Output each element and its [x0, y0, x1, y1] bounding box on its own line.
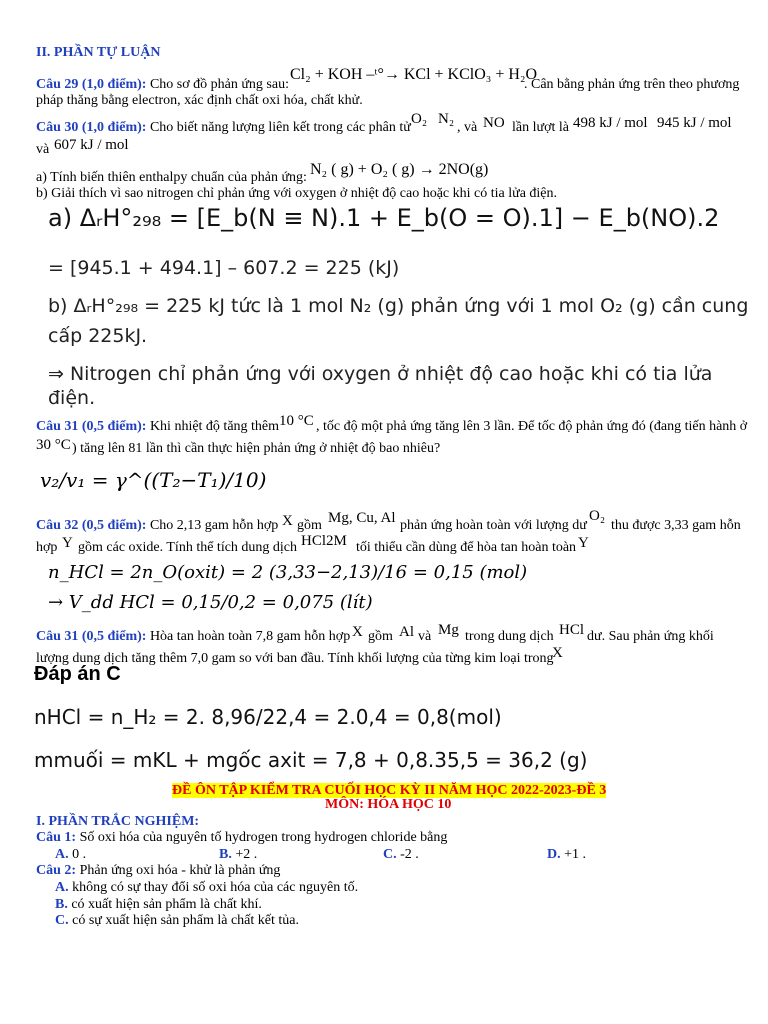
conjunction: và: [36, 142, 50, 157]
temperature-value: 10 °C: [279, 413, 314, 429]
energy-value: 498 kJ / mol: [573, 115, 648, 131]
question-32: [36, 518, 278, 534]
question-text: dư. Sau phản ứng khối: [587, 629, 714, 644]
question-label: Câu 32 (0,5 điểm):: [36, 518, 147, 533]
reaction-equation: N₂ ( g) + O₂ ( g) → 2NO(g): [310, 161, 489, 178]
exam-number: ĐỀ 3: [576, 783, 607, 798]
exam-title-text: ĐỀ ÔN TẬP KIỂM TRA CUỐI HỌC KỲ II NĂM HỌC 2022-2023-: [172, 783, 577, 798]
solution-hcl: HCl2M: [301, 533, 347, 549]
solution-b-text: ⇒ Nitrogen chỉ phản ứng với oxygen ở nhiệt độ cao hoặc khi có tia lửa: [48, 363, 713, 385]
question-label: Câu 30 (1,0 điểm):: [36, 120, 147, 135]
option-key: D.: [547, 847, 561, 862]
option-key: B.: [219, 847, 232, 862]
option-key: A.: [55, 880, 69, 895]
option-b: [219, 847, 257, 863]
question-text: Cho sơ đồ phản ứng sau:: [149, 77, 289, 92]
question-31b: [36, 629, 350, 645]
option-key: C.: [55, 913, 69, 928]
question-text: Khi nhiệt độ tăng thêm: [149, 419, 280, 434]
question-text: Số oxi hóa của nguyên tố hydrogen trong hydrogen chloride bằng: [79, 830, 448, 845]
option-text: +1 .: [564, 847, 587, 862]
option-c: [55, 913, 299, 929]
solution-b-text: b) ΔᵣH°₂₉₈ = 225 kJ tức là 1 mol N₂ (g) phản ứng với 1 mol O₂ (g) cần cung: [48, 295, 749, 317]
question-text: gồm: [297, 518, 322, 533]
solution-b-text: điện.: [48, 387, 96, 409]
question-label: Câu 29 (1,0 điểm):: [36, 77, 147, 92]
option-text: không có sự thay đổi số oxi hóa của các nguyên tố.: [72, 880, 359, 895]
energy-value: 607 kJ / mol: [54, 137, 129, 153]
question-part-a: a) Tính biến thiên enthalpy chuẩn của phản ứng:: [36, 170, 307, 185]
question-text: lượng dung dịch tăng thêm 7,0 gam so với ban đầu. Tính khối lượng của từng kim loại trong: [36, 651, 554, 666]
subject-title: MÔN: HÓA HỌC 10: [325, 797, 452, 812]
molecule-no: NO: [483, 115, 505, 131]
question-label: Câu 1:: [36, 830, 77, 845]
question-text: phản ứng hoàn toàn với lượng dư: [400, 518, 587, 533]
section-title: I. PHẦN TRẮC NGHIỆM:: [36, 814, 200, 829]
question-31: [36, 419, 279, 435]
option-b: [55, 897, 262, 913]
question-30: [36, 120, 411, 136]
temperature-value: 30 °C: [36, 437, 71, 453]
question-text: Phản ứng oxi hóa - khử là phản ứng: [79, 863, 281, 878]
option-c: [383, 847, 419, 863]
solution-a-formula: a) ΔᵣH°₂₉₈ = [E_b(N ≡ N).1 + E_b(O = O).1] − E_b(NO).2: [48, 204, 720, 232]
option-text: có xuất hiện sản phẩm là chất khí.: [71, 897, 262, 912]
solution-b-text: cấp 225kJ.: [48, 325, 148, 347]
rate-formula: v₂/v₁ = γ^((T₂−T₁)/10): [40, 468, 267, 492]
solution-formula: → V_dd HCl = 0,15/0,2 = 0,075 (lít): [48, 592, 373, 613]
question-2: [36, 863, 280, 879]
question-text: Cho biết năng lượng liên kết trong các phân tử: [149, 120, 411, 135]
question-text: , tốc độ một phả ứng tăng lên 3 lần. Để tốc độ phản ứng đó (đang tiến hành ở: [316, 419, 748, 434]
answer-heading: Đáp án C: [34, 663, 121, 685]
solution-formula: mmuối = mKL + mgốc axit = 7,8 + 0,8.35,5 = 36,2 (g): [34, 748, 588, 772]
conjunction: và: [418, 629, 432, 644]
option-a: [55, 847, 86, 863]
question-1: [36, 830, 447, 846]
question-text: hợp: [36, 540, 58, 555]
mixture-y: Y: [578, 535, 589, 551]
question-label: Câu 31 (0,5 điểm):: [36, 629, 147, 644]
question-text: ) tăng lên 81 lần thì cần thực hiện phản ứng ở nhiệt độ bao nhiêu?: [72, 441, 441, 456]
metal-al: Al: [399, 624, 414, 640]
solution-formula: nHCl = n_H₂ = 2. 8,96/22,4 = 2.0,4 = 0,8(mol): [34, 705, 502, 729]
reaction-equation: Cl₂ + KOH –ᵗ°→ KCl + KClO₃ + H₂O: [290, 66, 538, 83]
molecule-o2: O₂: [411, 111, 428, 127]
question-label: Câu 31 (0,5 điểm):: [36, 419, 147, 434]
question-text: gồm các oxide. Tính thể tích dung dịch: [78, 540, 298, 555]
question-part-b: b) Giải thích vì sao nitrogen chỉ phản ứng với oxygen ở nhiệt độ cao hoặc khi có tia lửa điện.: [36, 186, 558, 201]
question-text: Hòa tan hoàn toàn 7,8 gam hỗn hợp: [149, 629, 351, 644]
mixture-x: X: [352, 624, 363, 640]
option-text: +2 .: [235, 847, 258, 862]
question-text: thu được 3,33 gam hỗn: [611, 518, 741, 533]
option-key: B.: [55, 897, 68, 912]
solution-formula: n_HCl = 2n_O(oxit) = 2 (3,33−2,13)/16 = 0,15 (mol): [48, 562, 528, 583]
option-key: C.: [383, 847, 397, 862]
question-text: tối thiểu cần dùng để hòa tan hoàn toàn: [356, 540, 577, 555]
molecule-n2: N₂: [438, 111, 455, 127]
metals: Mg, Cu, Al: [328, 510, 396, 526]
metal-mg: Mg: [438, 622, 459, 638]
option-d: [547, 847, 586, 863]
conjunction: , và: [457, 120, 478, 135]
section-title: II. PHẦN TỰ LUẬN: [36, 45, 161, 60]
question-text: trong dung dịch: [465, 629, 554, 644]
question-text: Cho 2,13 gam hỗn hợp: [149, 518, 279, 533]
option-a: [55, 880, 358, 896]
option-key: A.: [55, 847, 69, 862]
option-text: -2 .: [400, 847, 419, 862]
solution-hcl: HCl: [559, 622, 585, 638]
question-29: [36, 77, 289, 93]
option-text: 0 .: [72, 847, 87, 862]
molecule-o2: O₂: [589, 508, 606, 524]
question-text: . Cân bằng phản ứng trên theo phương: [524, 77, 740, 92]
option-text: có sự xuất hiện sản phẩm là chất kết tủa.: [72, 913, 299, 928]
question-text: pháp thăng bằng electron, xác định chất oxi hóa, chất khử.: [36, 93, 363, 108]
question-text: gồm: [368, 629, 393, 644]
mixture-x: X: [282, 513, 293, 529]
question-text: lần lượt là: [512, 120, 569, 135]
mixture-y: Y: [62, 535, 73, 551]
energy-value: 945 kJ / mol: [657, 115, 732, 131]
mixture-x: X: [552, 645, 563, 661]
question-label: Câu 2:: [36, 863, 77, 878]
solution-a-result: = [945.1 + 494.1] – 607.2 = 225 (kJ): [48, 257, 400, 279]
